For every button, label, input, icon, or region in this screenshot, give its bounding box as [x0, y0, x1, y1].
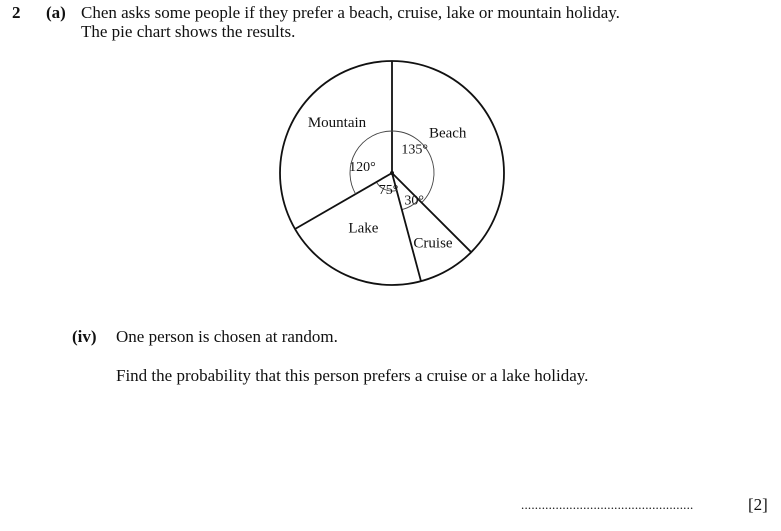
part-a-label: (a) [46, 3, 66, 22]
question-number: 2 [12, 3, 21, 22]
pie-center-dot [390, 171, 394, 175]
question-intro-line-2: The pie chart shows the results. [81, 22, 296, 41]
slice-label-mountain: Mountain [307, 114, 367, 131]
slice-label-beach: Beach [428, 125, 467, 142]
slice-angle-lake: 75° [378, 182, 399, 198]
question-intro-line-1: Chen asks some people if they prefer a beach, cruise, lake or mountain holiday. [81, 3, 620, 22]
pie-chart [272, 54, 512, 296]
slice-label-lake: Lake [348, 220, 379, 237]
subpart-iv-line-2: Find the probability that this person prefers a cruise or a lake holiday. [116, 366, 589, 385]
slice-label-cruise: Cruise [413, 235, 453, 252]
answer-line: .................................................. [521, 497, 694, 512]
slice-angle-beach: 135° [401, 142, 428, 158]
slice-angle-mountain: 120° [349, 160, 376, 176]
marks-label: [2] [748, 495, 768, 514]
subpart-iv-line-1: One person is chosen at random. [116, 327, 338, 346]
slice-angle-cruise: 30° [404, 193, 424, 209]
subpart-iv-label: (iv) [72, 327, 97, 346]
pie-chart-svg [272, 54, 512, 296]
